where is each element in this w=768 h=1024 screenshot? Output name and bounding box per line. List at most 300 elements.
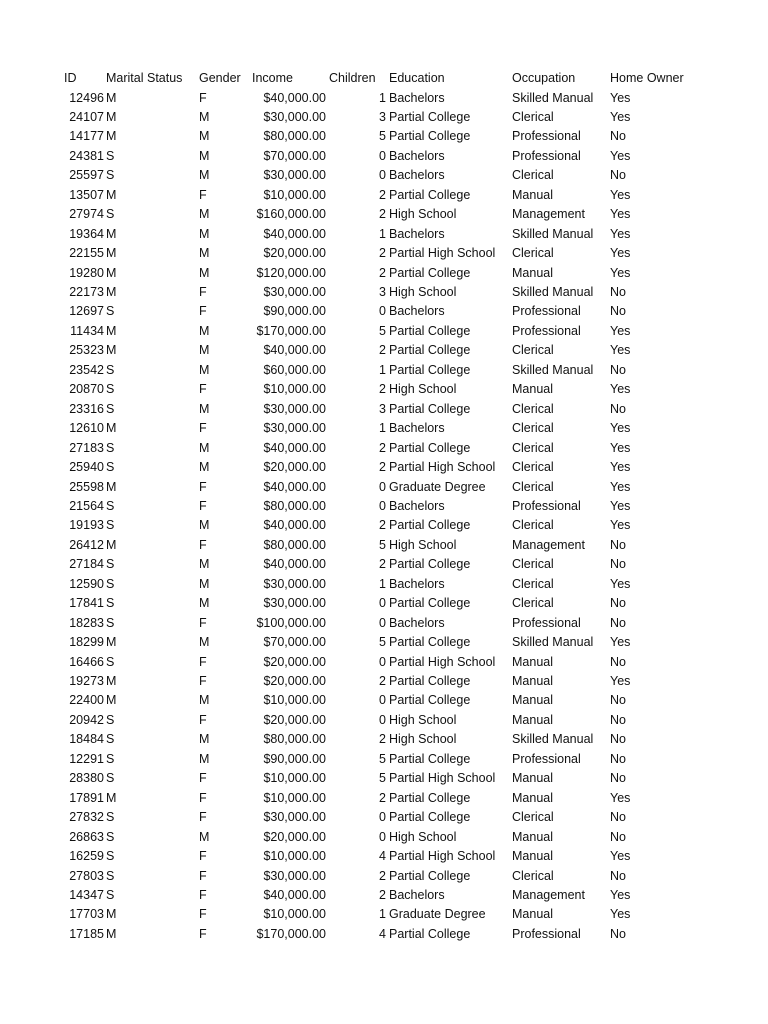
cell-gender: M <box>199 576 210 591</box>
cell-marital-status: M <box>106 907 117 922</box>
cell-gender: M <box>199 168 210 183</box>
cell-occupation: Professional <box>512 498 581 513</box>
cell-gender: M <box>199 109 210 124</box>
cell-income: $30,000.00 <box>263 810 326 825</box>
cell-children: 2 <box>379 246 386 261</box>
cell-home-owner: Yes <box>610 790 631 805</box>
cell-education: Bachelors <box>389 304 445 319</box>
cell-occupation: Professional <box>512 304 581 319</box>
cell-education: Partial High School <box>389 654 496 669</box>
cell-home-owner: No <box>610 712 626 727</box>
cell-home-owner: Yes <box>610 246 631 261</box>
cell-income: $30,000.00 <box>263 401 326 416</box>
table-row <box>0 205 768 225</box>
table-row <box>0 730 768 750</box>
table-row <box>0 244 768 264</box>
cell-home-owner: Yes <box>610 90 631 105</box>
cell-children: 2 <box>379 732 386 747</box>
cell-income: $20,000.00 <box>263 712 326 727</box>
cell-education: Partial College <box>389 323 471 338</box>
table-row <box>0 322 768 342</box>
header-occupation: Occupation <box>512 71 576 85</box>
cell-education: Bachelors <box>389 90 445 105</box>
table-row <box>0 516 768 536</box>
cell-occupation: Clerical <box>512 401 554 416</box>
cell-income: $170,000.00 <box>256 926 326 941</box>
table-row <box>0 147 768 167</box>
cell-education: Partial High School <box>389 771 496 786</box>
cell-home-owner: Yes <box>610 674 631 688</box>
cell-home-owner: Yes <box>610 382 631 397</box>
cell-gender: F <box>199 654 207 669</box>
cell-home-owner: Yes <box>610 323 631 338</box>
cell-id: 12590 <box>69 576 104 591</box>
cell-gender: F <box>199 285 207 299</box>
cell-education: Bachelors <box>389 576 445 591</box>
cell-id: 25597 <box>69 168 104 183</box>
cell-marital-status: S <box>106 168 115 183</box>
cell-id: 19364 <box>69 226 104 241</box>
cell-children: 0 <box>379 148 386 163</box>
cell-marital-status: S <box>106 304 115 319</box>
cell-gender: F <box>199 304 207 319</box>
cell-education: Partial College <box>389 109 471 124</box>
cell-home-owner: Yes <box>610 109 631 124</box>
cell-id: 27803 <box>69 868 104 883</box>
cell-marital-status: M <box>106 693 117 708</box>
cell-id: 25940 <box>69 460 104 475</box>
cell-children: 2 <box>379 207 386 222</box>
cell-education: Partial College <box>389 693 471 708</box>
cell-gender: F <box>199 537 207 552</box>
cell-income: $30,000.00 <box>263 596 326 611</box>
cell-occupation: Professional <box>512 615 581 630</box>
cell-income: $70,000.00 <box>263 148 326 163</box>
cell-children: 1 <box>379 576 386 591</box>
cell-income: $30,000.00 <box>263 576 326 591</box>
cell-gender: M <box>199 226 210 241</box>
cell-education: Partial College <box>389 557 471 572</box>
cell-marital-status: S <box>106 849 115 864</box>
cell-children: 0 <box>379 712 386 727</box>
table-row <box>0 536 768 556</box>
cell-education: Partial College <box>389 518 471 533</box>
cell-marital-status: S <box>106 751 115 766</box>
cell-income: $40,000.00 <box>263 226 326 241</box>
table-row <box>0 594 768 614</box>
table-row <box>0 127 768 147</box>
cell-education: High School <box>389 382 457 397</box>
cell-gender: M <box>199 440 210 455</box>
cell-occupation: Clerical <box>512 421 554 436</box>
cell-children: 4 <box>379 926 386 941</box>
cell-occupation: Management <box>512 207 585 222</box>
cell-marital-status: M <box>106 479 117 494</box>
cell-home-owner: Yes <box>610 460 631 475</box>
cell-income: $170,000.00 <box>256 323 326 338</box>
table-row <box>0 439 768 459</box>
cell-income: $30,000.00 <box>263 868 326 883</box>
cell-home-owner: Yes <box>610 265 631 280</box>
table-row <box>0 653 768 673</box>
cell-home-owner: Yes <box>610 440 631 455</box>
cell-income: $100,000.00 <box>256 615 326 630</box>
cell-marital-status: S <box>106 207 115 222</box>
cell-children: 1 <box>379 226 386 241</box>
cell-marital-status: M <box>106 926 117 941</box>
cell-children: 5 <box>379 771 386 786</box>
cell-education: High School <box>389 712 457 727</box>
table-row <box>0 769 768 789</box>
cell-occupation: Management <box>512 887 585 902</box>
cell-children: 2 <box>379 187 386 202</box>
cell-gender: F <box>199 479 207 494</box>
cell-children: 5 <box>379 129 386 144</box>
cell-id: 18484 <box>69 732 104 747</box>
table-row <box>0 400 768 420</box>
cell-education: Partial High School <box>389 849 496 864</box>
cell-children: 0 <box>379 168 386 183</box>
cell-income: $10,000.00 <box>263 790 326 805</box>
cell-marital-status: S <box>106 148 115 163</box>
cell-occupation: Clerical <box>512 460 554 475</box>
cell-children: 5 <box>379 537 386 552</box>
cell-marital-status: M <box>106 421 117 436</box>
cell-marital-status: M <box>106 635 117 650</box>
cell-income: $70,000.00 <box>263 635 326 650</box>
cell-occupation: Clerical <box>512 810 554 825</box>
cell-home-owner: No <box>610 829 626 844</box>
cell-children: 1 <box>379 421 386 436</box>
cell-id: 19193 <box>69 518 104 533</box>
cell-id: 22400 <box>69 693 104 708</box>
cell-gender: F <box>199 90 207 105</box>
cell-occupation: Manual <box>512 829 553 844</box>
cell-home-owner: No <box>610 868 626 883</box>
cell-marital-status: S <box>106 518 115 533</box>
cell-education: Partial College <box>389 674 471 688</box>
cell-occupation: Manual <box>512 693 553 708</box>
cell-marital-status: S <box>106 712 115 727</box>
cell-marital-status: S <box>106 440 115 455</box>
cell-gender: M <box>199 323 210 338</box>
cell-education: Bachelors <box>389 421 445 436</box>
table-row <box>0 458 768 478</box>
cell-income: $10,000.00 <box>263 693 326 708</box>
cell-gender: F <box>199 887 207 902</box>
cell-id: 26412 <box>69 537 104 552</box>
cell-marital-status: M <box>106 226 117 241</box>
cell-education: Bachelors <box>389 148 445 163</box>
cell-gender: M <box>199 635 210 650</box>
cell-home-owner: No <box>610 810 626 825</box>
cell-gender: M <box>199 246 210 261</box>
cell-occupation: Skilled Manual <box>512 635 594 650</box>
cell-children: 0 <box>379 304 386 319</box>
cell-children: 2 <box>379 868 386 883</box>
cell-children: 2 <box>379 343 386 358</box>
cell-gender: F <box>199 421 207 436</box>
cell-education: High School <box>389 207 457 222</box>
cell-children: 2 <box>379 790 386 805</box>
cell-children: 2 <box>379 518 386 533</box>
table-row <box>0 789 768 809</box>
cell-marital-status: S <box>106 868 115 883</box>
cell-marital-status: S <box>106 887 115 902</box>
cell-gender: M <box>199 460 210 475</box>
cell-id: 17891 <box>69 790 104 805</box>
table-row <box>0 225 768 245</box>
cell-home-owner: No <box>610 557 626 572</box>
cell-home-owner: Yes <box>610 518 631 533</box>
cell-id: 22173 <box>69 285 104 299</box>
table-row <box>0 905 768 925</box>
cell-children: 0 <box>379 615 386 630</box>
cell-marital-status: M <box>106 537 117 552</box>
cell-home-owner: No <box>610 285 626 299</box>
cell-id: 17185 <box>69 926 104 941</box>
cell-occupation: Clerical <box>512 596 554 611</box>
cell-income: $40,000.00 <box>263 557 326 572</box>
cell-gender: M <box>199 751 210 766</box>
table-row <box>0 672 768 692</box>
cell-occupation: Skilled Manual <box>512 362 594 377</box>
cell-marital-status: S <box>106 615 115 630</box>
cell-children: 0 <box>379 693 386 708</box>
cell-marital-status: M <box>106 323 117 338</box>
cell-id: 23542 <box>69 362 104 377</box>
cell-occupation: Professional <box>512 751 581 766</box>
cell-marital-status: M <box>106 674 117 688</box>
cell-home-owner: No <box>610 751 626 766</box>
cell-marital-status: M <box>106 265 117 280</box>
cell-home-owner: Yes <box>610 479 631 494</box>
cell-id: 20942 <box>69 712 104 727</box>
cell-education: Bachelors <box>389 226 445 241</box>
cell-gender: M <box>199 207 210 222</box>
table-row <box>0 380 768 400</box>
cell-education: Partial College <box>389 751 471 766</box>
cell-gender: F <box>199 674 207 688</box>
cell-income: $20,000.00 <box>263 829 326 844</box>
cell-marital-status: S <box>106 732 115 747</box>
cell-education: High School <box>389 732 457 747</box>
table-row <box>0 302 768 322</box>
cell-income: $20,000.00 <box>263 654 326 669</box>
cell-income: $10,000.00 <box>263 849 326 864</box>
cell-occupation: Skilled Manual <box>512 226 594 241</box>
cell-home-owner: Yes <box>610 635 631 650</box>
cell-income: $10,000.00 <box>263 907 326 922</box>
cell-id: 27184 <box>69 557 104 572</box>
cell-id: 24381 <box>69 148 104 163</box>
cell-marital-status: M <box>106 109 117 124</box>
cell-home-owner: No <box>610 732 626 747</box>
cell-education: Partial College <box>389 343 471 358</box>
cell-occupation: Manual <box>512 187 553 202</box>
cell-home-owner: No <box>610 926 626 941</box>
cell-education: Partial College <box>389 596 471 611</box>
cell-occupation: Skilled Manual <box>512 90 594 105</box>
cell-education: High School <box>389 285 457 299</box>
cell-home-owner: Yes <box>610 148 631 163</box>
table-header-row <box>0 69 768 89</box>
cell-id: 17841 <box>69 596 104 611</box>
cell-occupation: Manual <box>512 265 553 280</box>
cell-id: 19280 <box>69 265 104 280</box>
table-row <box>0 264 768 284</box>
cell-occupation: Clerical <box>512 343 554 358</box>
table-row <box>0 166 768 186</box>
cell-occupation: Clerical <box>512 440 554 455</box>
cell-income: $40,000.00 <box>263 887 326 902</box>
cell-marital-status: S <box>106 810 115 825</box>
cell-income: $30,000.00 <box>263 285 326 299</box>
cell-marital-status: S <box>106 382 115 397</box>
cell-education: High School <box>389 829 457 844</box>
cell-children: 0 <box>379 498 386 513</box>
cell-income: $90,000.00 <box>263 751 326 766</box>
cell-occupation: Clerical <box>512 479 554 494</box>
table-row <box>0 186 768 206</box>
cell-id: 12610 <box>69 421 104 436</box>
cell-occupation: Manual <box>512 790 553 805</box>
cell-income: $40,000.00 <box>263 90 326 105</box>
cell-home-owner: No <box>610 537 626 552</box>
cell-id: 14177 <box>69 129 104 144</box>
cell-gender: M <box>199 732 210 747</box>
cell-children: 1 <box>379 90 386 105</box>
cell-gender: F <box>199 771 207 786</box>
cell-gender: F <box>199 790 207 805</box>
cell-children: 1 <box>379 362 386 377</box>
cell-education: Partial College <box>389 401 471 416</box>
cell-gender: M <box>199 596 210 611</box>
cell-id: 25598 <box>69 479 104 494</box>
cell-gender: F <box>199 615 207 630</box>
cell-occupation: Manual <box>512 849 553 864</box>
cell-gender: M <box>199 401 210 416</box>
cell-id: 18283 <box>69 615 104 630</box>
cell-id: 26863 <box>69 829 104 844</box>
cell-income: $80,000.00 <box>263 129 326 144</box>
cell-education: Partial College <box>389 129 471 144</box>
cell-marital-status: S <box>106 460 115 475</box>
cell-marital-status: S <box>106 362 115 377</box>
cell-income: $90,000.00 <box>263 304 326 319</box>
cell-occupation: Professional <box>512 323 581 338</box>
cell-occupation: Skilled Manual <box>512 285 594 299</box>
cell-occupation: Manual <box>512 771 553 786</box>
cell-children: 2 <box>379 460 386 475</box>
cell-education: Bachelors <box>389 887 445 902</box>
cell-children: 2 <box>379 887 386 902</box>
cell-id: 19273 <box>69 674 104 688</box>
table-row <box>0 341 768 361</box>
cell-occupation: Professional <box>512 129 581 144</box>
table-row <box>0 478 768 498</box>
table-row <box>0 847 768 867</box>
cell-occupation: Clerical <box>512 557 554 572</box>
cell-gender: M <box>199 693 210 708</box>
cell-occupation: Clerical <box>512 576 554 591</box>
cell-marital-status: S <box>106 401 115 416</box>
table-row <box>0 108 768 128</box>
cell-occupation: Manual <box>512 382 553 397</box>
cell-income: $40,000.00 <box>263 518 326 533</box>
cell-id: 16259 <box>69 849 104 864</box>
cell-children: 4 <box>379 849 386 864</box>
header-education: Education <box>389 71 445 85</box>
cell-gender: F <box>199 868 207 883</box>
cell-gender: F <box>199 849 207 864</box>
cell-marital-status: M <box>106 343 117 358</box>
cell-home-owner: Yes <box>610 226 631 241</box>
cell-id: 14347 <box>69 887 104 902</box>
cell-income: $120,000.00 <box>256 265 326 280</box>
cell-id: 13507 <box>69 187 104 202</box>
cell-income: $20,000.00 <box>263 460 326 475</box>
table-row <box>0 614 768 634</box>
cell-home-owner: No <box>610 168 626 183</box>
cell-occupation: Manual <box>512 907 553 922</box>
table-row <box>0 828 768 848</box>
cell-id: 27974 <box>69 207 104 222</box>
table-row <box>0 750 768 770</box>
table-row <box>0 925 768 945</box>
cell-home-owner: No <box>610 596 626 611</box>
cell-children: 0 <box>379 810 386 825</box>
cell-gender: M <box>199 362 210 377</box>
cell-education: Partial College <box>389 440 471 455</box>
header-marital-status: Marital Status <box>106 71 183 85</box>
cell-home-owner: Yes <box>610 421 631 436</box>
cell-home-owner: No <box>610 693 626 708</box>
cell-occupation: Clerical <box>512 109 554 124</box>
cell-education: Bachelors <box>389 615 445 630</box>
cell-gender: F <box>199 907 207 922</box>
cell-id: 17703 <box>69 907 104 922</box>
cell-gender: M <box>199 265 210 280</box>
table-row <box>0 361 768 381</box>
cell-occupation: Professional <box>512 148 581 163</box>
cell-home-owner: Yes <box>610 207 631 222</box>
cell-children: 2 <box>379 440 386 455</box>
cell-home-owner: No <box>610 771 626 786</box>
cell-education: Graduate Degree <box>389 479 486 494</box>
cell-gender: F <box>199 712 207 727</box>
cell-income: $20,000.00 <box>263 246 326 261</box>
cell-marital-status: S <box>106 654 115 669</box>
cell-home-owner: Yes <box>610 887 631 902</box>
cell-home-owner: No <box>610 362 626 377</box>
cell-home-owner: No <box>610 129 626 144</box>
cell-id: 16466 <box>69 654 104 669</box>
cell-home-owner: Yes <box>610 187 631 202</box>
cell-gender: F <box>199 187 207 202</box>
cell-income: $160,000.00 <box>256 207 326 222</box>
header-gender: Gender <box>199 71 241 85</box>
cell-children: 2 <box>379 265 386 280</box>
cell-education: Partial College <box>389 926 471 941</box>
cell-children: 1 <box>379 907 386 922</box>
cell-occupation: Clerical <box>512 518 554 533</box>
cell-income: $10,000.00 <box>263 187 326 202</box>
cell-income: $10,000.00 <box>263 382 326 397</box>
cell-education: Partial College <box>389 790 471 805</box>
table-row <box>0 886 768 906</box>
cell-marital-status: S <box>106 771 115 786</box>
